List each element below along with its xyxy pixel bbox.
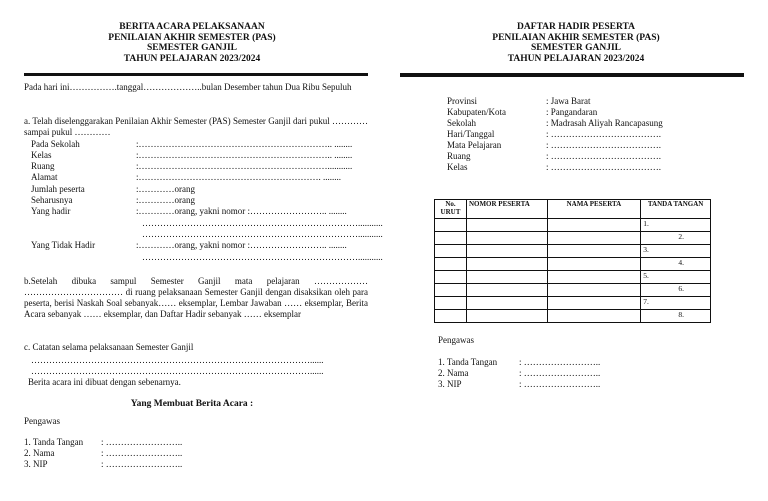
- cell-tanda: 1.: [641, 219, 711, 232]
- field-label: Seharusnya: [31, 195, 73, 205]
- info-value: : Pangandaran: [546, 107, 598, 117]
- cell-nomor: [466, 219, 547, 232]
- signature-value: : ……………………..: [519, 368, 601, 378]
- cell-tanda: [641, 258, 711, 271]
- field-value: :…………orang: [136, 184, 195, 194]
- notes-line: …………………………………………………………………………………......: [31, 355, 324, 365]
- col-header-nama: NAMA PESERTA: [547, 200, 641, 219]
- info-label: Hari/Tanggal: [447, 129, 495, 139]
- cell-nomor: [466, 284, 547, 297]
- cell-no: [435, 219, 467, 232]
- cell-nomor: [466, 271, 547, 284]
- attendance-table: [434, 199, 711, 323]
- cell-nama: [547, 219, 641, 232]
- info-value: : Jawa Barat: [546, 96, 591, 106]
- info-value: : ……………………………….: [546, 140, 662, 150]
- cell-nomor: [466, 258, 547, 271]
- signature-label: 3. NIP: [438, 379, 462, 389]
- field-continuation: ………………………………………………………………...........: [142, 218, 383, 228]
- col-header-nomor: NOMOR PESERTA: [466, 200, 547, 219]
- sign-number: 4.: [678, 258, 684, 267]
- maker-heading: Yang Membuat Berita Acara :: [130, 399, 254, 409]
- cell-tanda: [641, 232, 711, 245]
- field-value: :……………………………………………………….. ........: [136, 150, 353, 160]
- field-label: Ruang: [31, 161, 55, 171]
- cell-nama: [547, 310, 641, 323]
- info-label: Provinsi: [447, 96, 478, 106]
- cell-tanda: 5.: [641, 271, 711, 284]
- info-label: Ruang: [447, 151, 471, 161]
- title-rule: [400, 73, 744, 77]
- col-header-no: No. URUT: [435, 200, 467, 219]
- notes-line: …………………………………………………………………………………......: [31, 366, 324, 376]
- cell-nomor: [466, 232, 547, 245]
- field-label: Yang hadir: [31, 206, 71, 216]
- signature-label: 2. Nama: [438, 368, 469, 378]
- table-row: [435, 258, 711, 271]
- info-label: Mata Pelajaran: [447, 140, 502, 150]
- table-row: [435, 219, 711, 232]
- cell-nama: [547, 297, 641, 310]
- field-value: :…………orang, yakni nomor :…………………….. ........: [136, 240, 347, 250]
- field-continuation: ………………………………………………………………...........: [142, 252, 383, 262]
- cell-nama: [547, 271, 641, 284]
- table-row: [435, 310, 711, 323]
- cell-no: [435, 245, 467, 258]
- cell-nomor: [466, 310, 547, 323]
- daftar-hadir-title: [384, 22, 768, 64]
- field-label: Kelas: [31, 150, 52, 160]
- signature-label: 2. Nama: [24, 448, 55, 458]
- section-c-text: c. Catatan selama pelaksanaan Semester Ganjil: [24, 342, 194, 352]
- info-value: : Madrasah Aliyah Rancapasung: [546, 118, 663, 128]
- cell-no: [435, 271, 467, 284]
- info-value: : ……………………………….: [546, 151, 662, 161]
- pengawas-label: Pengawas: [438, 335, 474, 345]
- berita-acara-title: [0, 22, 384, 64]
- field-value: :……………………………………………………. ........: [136, 172, 342, 182]
- cell-tanda: [641, 310, 711, 323]
- field-value: :…………orang, yakni nomor :…………………….. ........: [136, 206, 347, 216]
- title-line: DAFTAR HADIR PESERTA: [516, 22, 636, 32]
- section-a-text: a. Telah diselenggarakan Penilaian Akhir Semester (PAS) Semester Ganjil dari pukul …………sampai pukul …………: [24, 116, 368, 137]
- col-header-tanda: TANDA TANGAN: [641, 200, 711, 219]
- cell-nama: [547, 245, 641, 258]
- cell-no: [435, 297, 467, 310]
- signature-label: 1. Tanda Tangan: [24, 437, 84, 447]
- field-label: Jumlah peserta: [31, 184, 85, 194]
- pengawas-label: Pengawas: [24, 416, 60, 426]
- table-header-row: [435, 200, 711, 219]
- cell-no: [435, 232, 467, 245]
- daftar-hadir-page: [384, 0, 768, 501]
- cell-nama: [547, 232, 641, 245]
- title-line: SEMESTER GANJIL: [530, 43, 621, 53]
- cell-tanda: 3.: [641, 245, 711, 258]
- title-line: BERITA ACARA PELAKSANAAN: [119, 22, 265, 32]
- title-line: PENILAIAN AKHIR SEMESTER (PAS): [492, 32, 660, 43]
- sign-number: 6.: [678, 284, 684, 293]
- cell-no: [435, 310, 467, 323]
- info-label: Kelas: [447, 162, 468, 172]
- cell-no: [435, 258, 467, 271]
- field-label: Pada Sekolah: [31, 139, 80, 149]
- signature-value: : ……………………..: [519, 357, 601, 367]
- table-row: [435, 297, 711, 310]
- title-line: SEMESTER GANJIL: [146, 43, 237, 53]
- table-row: [435, 245, 711, 258]
- field-continuation: ………………………………………………………………...........: [142, 229, 383, 239]
- title-rule: [24, 73, 368, 76]
- signature-value: : ……………………..: [101, 448, 183, 458]
- signature-value: : ……………………..: [101, 459, 183, 469]
- cell-tanda: [641, 284, 711, 297]
- cell-nama: [547, 258, 641, 271]
- closing-text: Berita acara ini dibuat dengan sebenarnya.: [28, 377, 181, 387]
- info-label: Kabupaten/Kota: [447, 107, 506, 117]
- signature-value: : ……………………..: [519, 379, 601, 389]
- table-row: [435, 232, 711, 245]
- section-b-text: b.Setelah dibuka sampul Semester Ganjil mata pelajaran ……………… …………………………… di ruang pelaksanaan Semester Ganjil dengan disaksikan oleh para peserta, berisi Naskah Soal sebanyak…… eksemplar, Lembar Jawaban …… eksemplar, Berita Acara sebanyak …… eksemplar, dan Daftar Hadir sebanyak …… eksemplar: [24, 276, 368, 319]
- signature-value: : ……………………..: [101, 437, 183, 447]
- title-line: PENILAIAN AKHIR SEMESTER (PAS): [108, 32, 276, 43]
- sign-number: 2.: [678, 232, 684, 241]
- intro-text: Pada hari ini…………….tanggal………………..bulan Desember tahun Dua Ribu Sepuluh: [24, 82, 352, 92]
- info-value: : ……………………………….: [546, 129, 662, 139]
- info-value: : ……………………………….: [546, 162, 662, 172]
- cell-nomor: [466, 245, 547, 258]
- cell-nama: [547, 284, 641, 297]
- signature-label: 1. Tanda Tangan: [438, 357, 498, 367]
- field-value: :…………orang: [136, 195, 195, 205]
- signature-label: 3. NIP: [24, 459, 48, 469]
- title-line: TAHUN PELAJARAN 2023/2024: [123, 53, 261, 64]
- cell-nomor: [466, 297, 547, 310]
- field-label: Yang Tidak Hadir: [31, 240, 96, 250]
- cell-no: [435, 284, 467, 297]
- info-label: Sekolah: [447, 118, 476, 128]
- title-line: TAHUN PELAJARAN 2023/2024: [507, 53, 645, 64]
- field-value: :……………………………………………………….. ........: [136, 139, 353, 149]
- cell-tanda: 7.: [641, 297, 711, 310]
- field-value: :………………………………………………………...........: [136, 161, 353, 171]
- table-row: [435, 271, 711, 284]
- field-label: Alamat: [31, 172, 58, 182]
- table-row: [435, 284, 711, 297]
- sign-number: 8.: [678, 310, 684, 319]
